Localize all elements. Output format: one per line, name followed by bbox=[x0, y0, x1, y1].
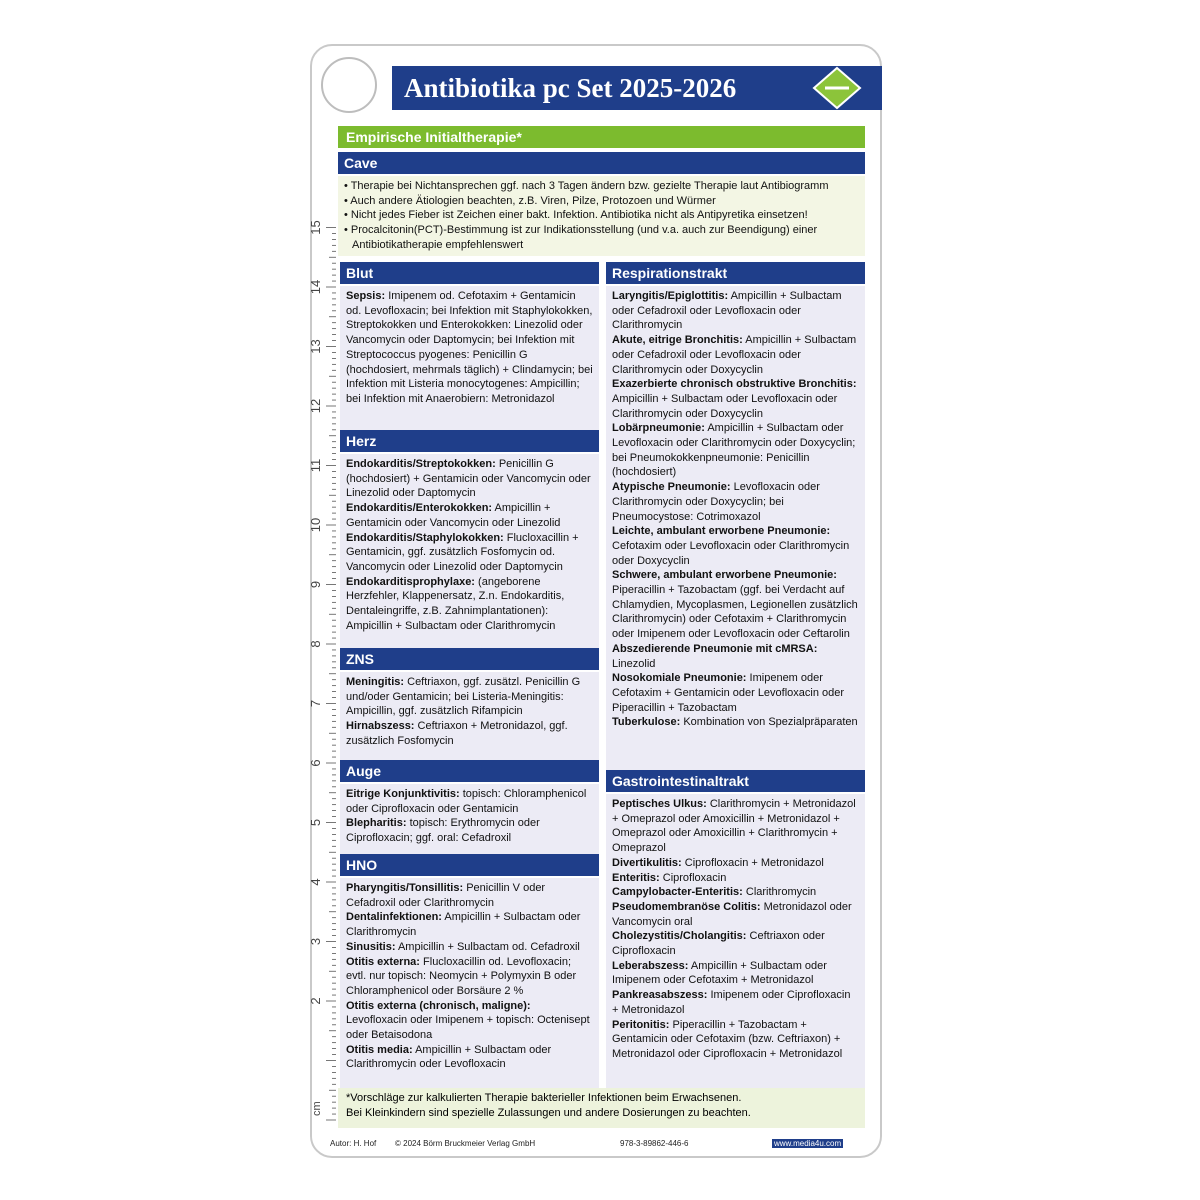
therapy-entry bbox=[346, 816, 593, 845]
footnote bbox=[338, 1088, 865, 1128]
entry-term: Akute, eitrige Bronchitis: bbox=[612, 334, 743, 347]
section-box bbox=[340, 454, 599, 662]
subtitle-bar: Empirische Initialtherapie* bbox=[338, 126, 865, 148]
entry-text: Levofloxacin oder Imipenem + topisch: Octenisept oder Betaisodona bbox=[346, 1014, 590, 1042]
therapy-entry bbox=[612, 671, 859, 715]
therapy-entry bbox=[346, 457, 593, 501]
ruler-unit: cm bbox=[311, 1101, 323, 1116]
entry-term: Otitis media: bbox=[346, 1043, 413, 1056]
therapy-entry bbox=[346, 675, 593, 719]
section-box bbox=[606, 286, 865, 782]
ruler-label: 6 bbox=[308, 759, 323, 767]
entry-term: Nosokomiale Pneumonie: bbox=[612, 672, 747, 685]
entry-text: Ciprofloxacin bbox=[662, 871, 727, 884]
entry-term: Schwere, ambulant erworbene Pneumonie: bbox=[612, 569, 837, 582]
imprint-isbn: 978-3-89862-446-6 bbox=[620, 1139, 689, 1148]
entry-text: Penicillin G (hochdosiert) + Gentamicin oder Vancomycin oder Linezolid oder Daptomycin bbox=[346, 458, 591, 500]
therapy-entry bbox=[612, 871, 859, 886]
section-heading: Respirationstrakt bbox=[606, 262, 865, 284]
ruler-label: 9 bbox=[308, 580, 323, 589]
entry-text: Ampicillin + Sulbactam oder Levofloxacin oder Clarithromycin oder Doxycyclin; bei Pneumokokkenpneumonie: Penicillin (hochdosiert) bbox=[612, 422, 856, 479]
therapy-entry bbox=[612, 377, 859, 421]
therapy-entry bbox=[612, 988, 859, 1017]
page-title: Antibiotika pc Set 2025-2026 bbox=[392, 66, 882, 110]
entry-term: Tuberkulose: bbox=[612, 716, 681, 729]
ruler-label: 14 bbox=[308, 279, 323, 295]
ruler-label: 8 bbox=[308, 640, 323, 648]
entry-text: Imipenem od. Cefotaxim + Gentamicin od. Levofloxacin; bei Infektion mit Staphylokokken, Streptokokken und Enterokokken: Linezolid oder Vancomycin oder Daptomycin; bei Infektion mit Streptococcus pyogenes: Penicillin G (hochdosiert, mehrmals täglich) + Clindamycin; bei Infektion mit Listeria monocytogenes: Ampicillin; bei Infektion mit Anaerobiern: Metronidazol bbox=[346, 290, 593, 405]
footnote-line: Bei Kleinkindern sind spezielle Zulassungen und andere Dosierungen zu beachten. bbox=[346, 1106, 751, 1119]
therapy-entry bbox=[612, 333, 859, 377]
entry-term: Otitis externa: bbox=[346, 955, 420, 968]
entry-term: Otitis externa (chronisch, maligne): bbox=[346, 999, 531, 1012]
entry-text: Ampicillin + Sulbactam oder Imipenem oder Cefotaxim + Metronidazol bbox=[612, 959, 827, 987]
therapy-entry bbox=[346, 940, 593, 955]
entry-term: Sepsis: bbox=[346, 290, 386, 302]
therapy-entry bbox=[346, 531, 593, 575]
section-heading: HNO bbox=[340, 854, 599, 876]
therapy-entry bbox=[612, 421, 859, 480]
cave-item: • Procalcitonin(PCT)-Bestimmung ist zur Indikationsstellung (und v.a. auch zur Beendigung) einer Antibiotikatherapie empfehlenswert bbox=[344, 224, 818, 251]
entry-term: Sinusitis: bbox=[346, 940, 396, 953]
therapy-entry bbox=[346, 999, 593, 1043]
entry-term: Peritonitis: bbox=[612, 1018, 670, 1031]
entry-text: Piperacillin + Tazobactam + Gentamicin oder Cefotaxim (bzw. Ceftriaxon) + Metronidazol oder Ciprofloxacin + Metronidazol bbox=[612, 1018, 843, 1060]
entry-text: Ceftriaxon oder Ciprofloxacin bbox=[612, 930, 825, 958]
therapy-entry bbox=[612, 642, 859, 671]
entry-text: Ampicillin + Sulbactam oder Clarithromycin bbox=[346, 911, 581, 939]
entry-text: Ceftriaxon + Metronidazol, ggf. zusätzlich Fosfomycin bbox=[346, 720, 568, 747]
entry-text: (angeborene Herzfehler, Klappenersatz, Z.n. Endokarditis, Dentaleingriffe, z.B. Zahnimplantationen): Ampicillin + Sulbactam oder Clarithromycin bbox=[346, 575, 565, 632]
entry-text: Ampicillin + Sulbactam od. Cefadroxil bbox=[397, 940, 580, 953]
entry-text: Ampicillin + Sulbactam oder Cefadroxil oder Levofloxacin oder Clarithromycin oder Doxycyclin bbox=[612, 334, 857, 376]
therapy-entry bbox=[612, 885, 859, 900]
therapy-entry bbox=[612, 1018, 859, 1062]
entry-term: Campylobacter-Enteritis: bbox=[612, 886, 743, 899]
entry-term: Leichte, ambulant erworbene Pneumonie: bbox=[612, 525, 831, 538]
therapy-entry bbox=[346, 910, 593, 939]
section-box bbox=[340, 878, 599, 1104]
entry-term: Endokarditisprophylaxe: bbox=[346, 575, 475, 588]
therapy-entry bbox=[346, 575, 593, 634]
footnote-line: *Vorschläge zur kalkulierten Therapie bakterieller Infektionen beim Erwachsenen. bbox=[346, 1092, 742, 1104]
cave-item: • Nicht jedes Fieber ist Zeichen einer bakt. Infektion. Antibiotika nicht als Antipyretika einsetzen! bbox=[344, 209, 808, 222]
therapy-entry bbox=[612, 289, 859, 333]
therapy-entry bbox=[612, 959, 859, 988]
section-heading: Herz bbox=[340, 430, 599, 452]
entry-term: Endokarditis/Staphylokokken: bbox=[346, 531, 504, 544]
entry-term: Hirnabszess: bbox=[346, 720, 415, 733]
section-heading: ZNS bbox=[340, 648, 599, 670]
therapy-entry bbox=[612, 797, 859, 856]
therapy-entry bbox=[346, 719, 593, 748]
entry-text: Flucloxacillin + Gentamicin, ggf. zusätzlich Fosfomycin od. Vancomycin oder Linezolid oder Daptomycin bbox=[346, 531, 579, 573]
entry-term: Dentalinfektionen: bbox=[346, 911, 442, 924]
ruler-label: 15 bbox=[308, 220, 323, 235]
ruler-label: 2 bbox=[308, 997, 323, 1005]
ruler-label: 4 bbox=[308, 878, 323, 886]
therapy-entry bbox=[346, 955, 593, 999]
entry-text: Penicillin V oder Cefadroxil oder Clarithromycin bbox=[346, 882, 546, 909]
therapy-entry bbox=[612, 568, 859, 642]
therapy-entry bbox=[612, 856, 859, 871]
entry-text: Clarithromycin bbox=[745, 886, 817, 899]
ruler bbox=[308, 210, 336, 1140]
entry-text: Metronidazol oder Vancomycin oral bbox=[612, 900, 852, 928]
imprint-copyright: © 2024 Börm Bruckmeier Verlag GmbH bbox=[395, 1139, 536, 1148]
entry-text: Clarithromycin + Metronidazol + Omeprazol oder Amoxicillin + Metronidazol + Omeprazol oder Amoxicillin + Clarithromycin + Omeprazol bbox=[612, 798, 856, 855]
section-box bbox=[606, 794, 865, 1104]
entry-text: Levofloxacin oder Clarithromycin oder Doxycyclin; bei Pneumocystose: Cotrimoxazol bbox=[612, 481, 820, 523]
entry-text: Ampicillin + Sulbactam oder Clarithromycin oder Levofloxacin bbox=[346, 1043, 552, 1071]
entry-term: Atypische Pneumonie: bbox=[612, 481, 731, 494]
cave-heading: Cave bbox=[338, 152, 865, 174]
entry-term: Lobärpneumonie: bbox=[612, 422, 705, 435]
therapy-entry bbox=[346, 881, 593, 910]
therapy-entry bbox=[346, 787, 593, 816]
section-box bbox=[340, 286, 599, 446]
therapy-entry bbox=[612, 715, 859, 730]
ruler-label: 10 bbox=[308, 517, 323, 533]
therapy-entry bbox=[612, 524, 859, 568]
entry-text: Imipenem oder Ciprofloxacin + Metronidazol bbox=[612, 989, 851, 1016]
entry-text: Linezolid bbox=[612, 657, 656, 670]
cave-item: • Therapie bei Nichtansprechen ggf. nach 3 Tagen ändern bzw. gezielte Therapie laut Antibiogramm bbox=[344, 180, 829, 192]
entry-text: topisch: Erythromycin oder Ciprofloxacin; ggf. oral: Cefadroxil bbox=[346, 817, 540, 845]
entry-text: Cefotaxim oder Levofloxacin oder Clarithromycin oder Doxycyclin bbox=[612, 539, 850, 567]
entry-text: Ceftriaxon, ggf. zusätzl. Penicillin G und/oder Gentamicin; bei Listeria-Meningitis: Ampicillin, ggf. zusätzlich Rifampicin bbox=[346, 676, 581, 718]
entry-term: Pharyngitis/Tonsillitis: bbox=[346, 882, 464, 894]
entry-text: Ciprofloxacin + Metronidazol bbox=[684, 856, 824, 869]
entry-term: Exazerbierte chronisch obstruktive Bronchitis: bbox=[612, 378, 857, 391]
section-heading: Blut bbox=[340, 262, 599, 284]
section-heading: Auge bbox=[340, 760, 599, 782]
entry-text: Ampicillin + Gentamicin oder Vancomycin oder Linezolid bbox=[346, 502, 561, 529]
ruler-label: 12 bbox=[308, 398, 323, 414]
entry-text: Imipenem oder Cefotaxim + Gentamicin oder Levofloxacin oder Piperacillin + Tazobactam bbox=[612, 672, 845, 714]
cave-box bbox=[338, 176, 865, 256]
entry-term: Endokarditis/Streptokokken: bbox=[346, 458, 496, 470]
imprint-url: www.media4u.com bbox=[774, 1139, 842, 1148]
entry-text: Ampicillin + Sulbactam oder Cefadroxil oder Levofloxacin oder Clarithromycin bbox=[612, 290, 842, 332]
section-heading: Gastrointestinaltrakt bbox=[606, 770, 865, 792]
entry-term: Pankreasabszess: bbox=[612, 989, 708, 1002]
entry-term: Abszedierende Pneumonie mit cMRSA: bbox=[612, 642, 818, 655]
entry-term: Laryngitis/Epiglottitis: bbox=[612, 290, 729, 302]
entry-term: Blepharitis: bbox=[346, 817, 407, 830]
entry-text: Piperacillin + Tazobactam (ggf. bei Verdacht auf Chlamydien, Mycoplasmen, Legionellen zusätzlich Clarithromycin) oder Cefotaxim + Clarithromycin oder Imipenem oder Levofloxacin oder Ceftarolin bbox=[612, 584, 858, 641]
therapy-entry bbox=[346, 289, 593, 407]
entry-term: Cholezystitis/Cholangitis: bbox=[612, 930, 747, 943]
entry-term: Eitrige Konjunktivitis: bbox=[346, 788, 460, 800]
entry-text: topisch: Chloramphenicol oder Ciprofloxacin oder Gentamicin bbox=[346, 788, 587, 815]
ruler-label: 5 bbox=[308, 818, 323, 827]
therapy-entry bbox=[346, 1043, 593, 1072]
entry-term: Enteritis: bbox=[612, 871, 660, 884]
entry-term: Pseudomembranöse Colitis: bbox=[612, 900, 761, 913]
entry-text: Ampicillin + Sulbactam oder Levofloxacin oder Clarithromycin oder Doxycyclin bbox=[612, 392, 838, 420]
ruler-label: 11 bbox=[308, 458, 323, 473]
entry-term: Endokarditis/Enterokokken: bbox=[346, 502, 493, 515]
entry-term: Meningitis: bbox=[346, 676, 405, 688]
green-diamond-logo-icon bbox=[812, 66, 862, 110]
entry-text: Kombination von Spezialpräparaten bbox=[683, 716, 858, 729]
entry-text: Flucloxacillin od. Levofloxacin; evtl. nur topisch: Neomycin + Polymyxin B oder Chloramphenicol oder Borsäure 2 % bbox=[346, 955, 577, 997]
therapy-entry bbox=[612, 900, 859, 929]
ruler-label: 7 bbox=[308, 699, 323, 708]
therapy-entry bbox=[612, 929, 859, 958]
punch-hole bbox=[321, 57, 377, 113]
entry-term: Leberabszess: bbox=[612, 959, 689, 972]
entry-term: Peptisches Ulkus: bbox=[612, 798, 707, 810]
cave-item: • Auch andere Ätiologien beachten, z.B. Viren, Pilze, Protozoen und Würmer bbox=[344, 194, 716, 207]
therapy-entry bbox=[612, 480, 859, 524]
ruler-label: 13 bbox=[308, 339, 323, 354]
ruler-label: 3 bbox=[308, 937, 323, 946]
therapy-entry bbox=[346, 501, 593, 530]
imprint-author: Autor: H. Hof bbox=[330, 1139, 377, 1148]
entry-term: Divertikulitis: bbox=[612, 856, 682, 869]
